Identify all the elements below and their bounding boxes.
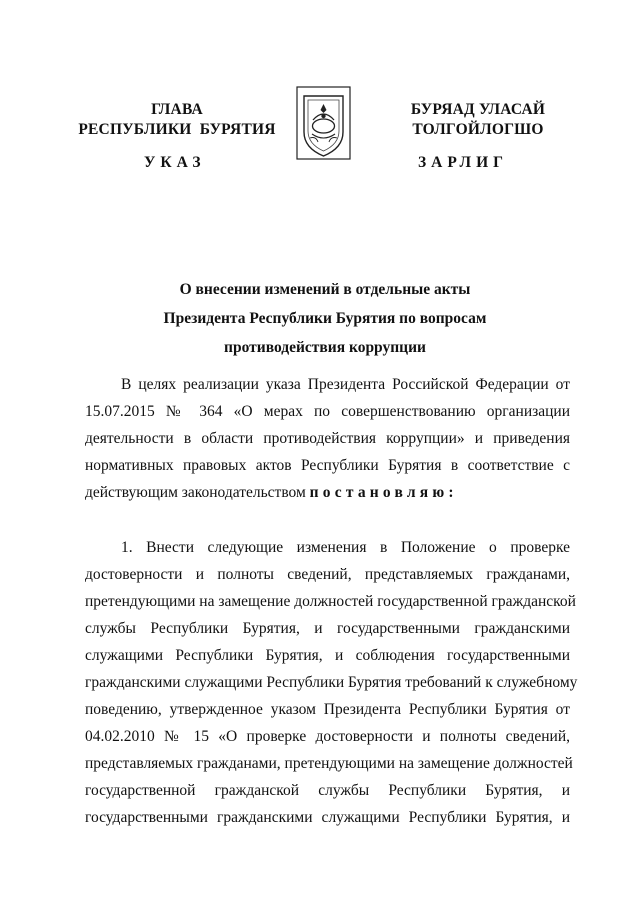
header-left-line2: РЕСПУБЛИКИ БУРЯТИЯ — [78, 121, 276, 138]
paragraph-line: государственной гражданской службы Республики Бурятия, и — [85, 782, 570, 799]
clause-1-paragraph — [85, 534, 578, 831]
paragraph-line: представляемых гражданами, претендующими на замещение должностей — [85, 755, 573, 772]
header-right-line1: БУРЯАД УЛАСАЙ — [410, 101, 546, 118]
title-line: О внесении изменений в отдельные акты — [179, 281, 471, 298]
paragraph-line: деятельности в области противодействия коррупции» и приведения — [85, 430, 570, 447]
title-line: противодействия коррупции — [224, 339, 426, 356]
header-left — [72, 100, 282, 140]
paragraph-line: нормативных правовых актов Республики Бурятия в соответствие с — [85, 457, 570, 474]
coat-of-arms-icon — [296, 86, 351, 160]
paragraph-line: претендующими на замещение должностей государственной гражданской — [85, 593, 576, 610]
paragraph-line: поведению, утвержденное указом Президента Республики Бурятия от — [85, 701, 570, 718]
paragraph-line: службы Республики Бурятия, и государственными гражданскими — [85, 620, 570, 637]
paragraph-line-last — [85, 479, 570, 506]
paragraph-line: служащими Республики Бурятия, и соблюдения государственными — [85, 647, 570, 664]
paragraph-line: 04.02.2010 № 15 «О проверке достоверности и полноты сведений, — [85, 728, 570, 745]
paragraph-line: В целях реализации указа Президента Российской Федерации от — [121, 376, 570, 393]
paragraph-text: действующим законодательством — [85, 484, 306, 501]
header-left-line1: ГЛАВА — [151, 101, 203, 118]
paragraph-line: достоверности и полноты сведений, представляемых гражданами, — [85, 566, 570, 583]
paragraph-line: 15.07.2015 № 364 «О мерах по совершенствованию организации — [85, 403, 570, 420]
decree-label-right: ЗАРЛИГ — [418, 154, 508, 171]
paragraph-line: 1. Внести следующие изменения в Положение о проверке — [121, 539, 570, 556]
header-right — [388, 100, 568, 140]
decree-verb: постановляю — [309, 484, 449, 501]
paragraph-line: гражданскими служащими Республики Бурятия требований к служебному — [85, 674, 578, 691]
preamble-paragraph — [85, 371, 570, 506]
document-title — [140, 275, 510, 362]
title-line: Президента Республики Бурятия по вопросам — [163, 310, 487, 327]
header-right-line2: ТОЛГОЙЛОГШО — [412, 121, 544, 138]
paragraph-line: государственными гражданскими служащими Республики Бурятия, и — [85, 809, 570, 826]
decree-colon: : — [448, 484, 454, 501]
decree-label-left: УКАЗ — [144, 154, 206, 171]
